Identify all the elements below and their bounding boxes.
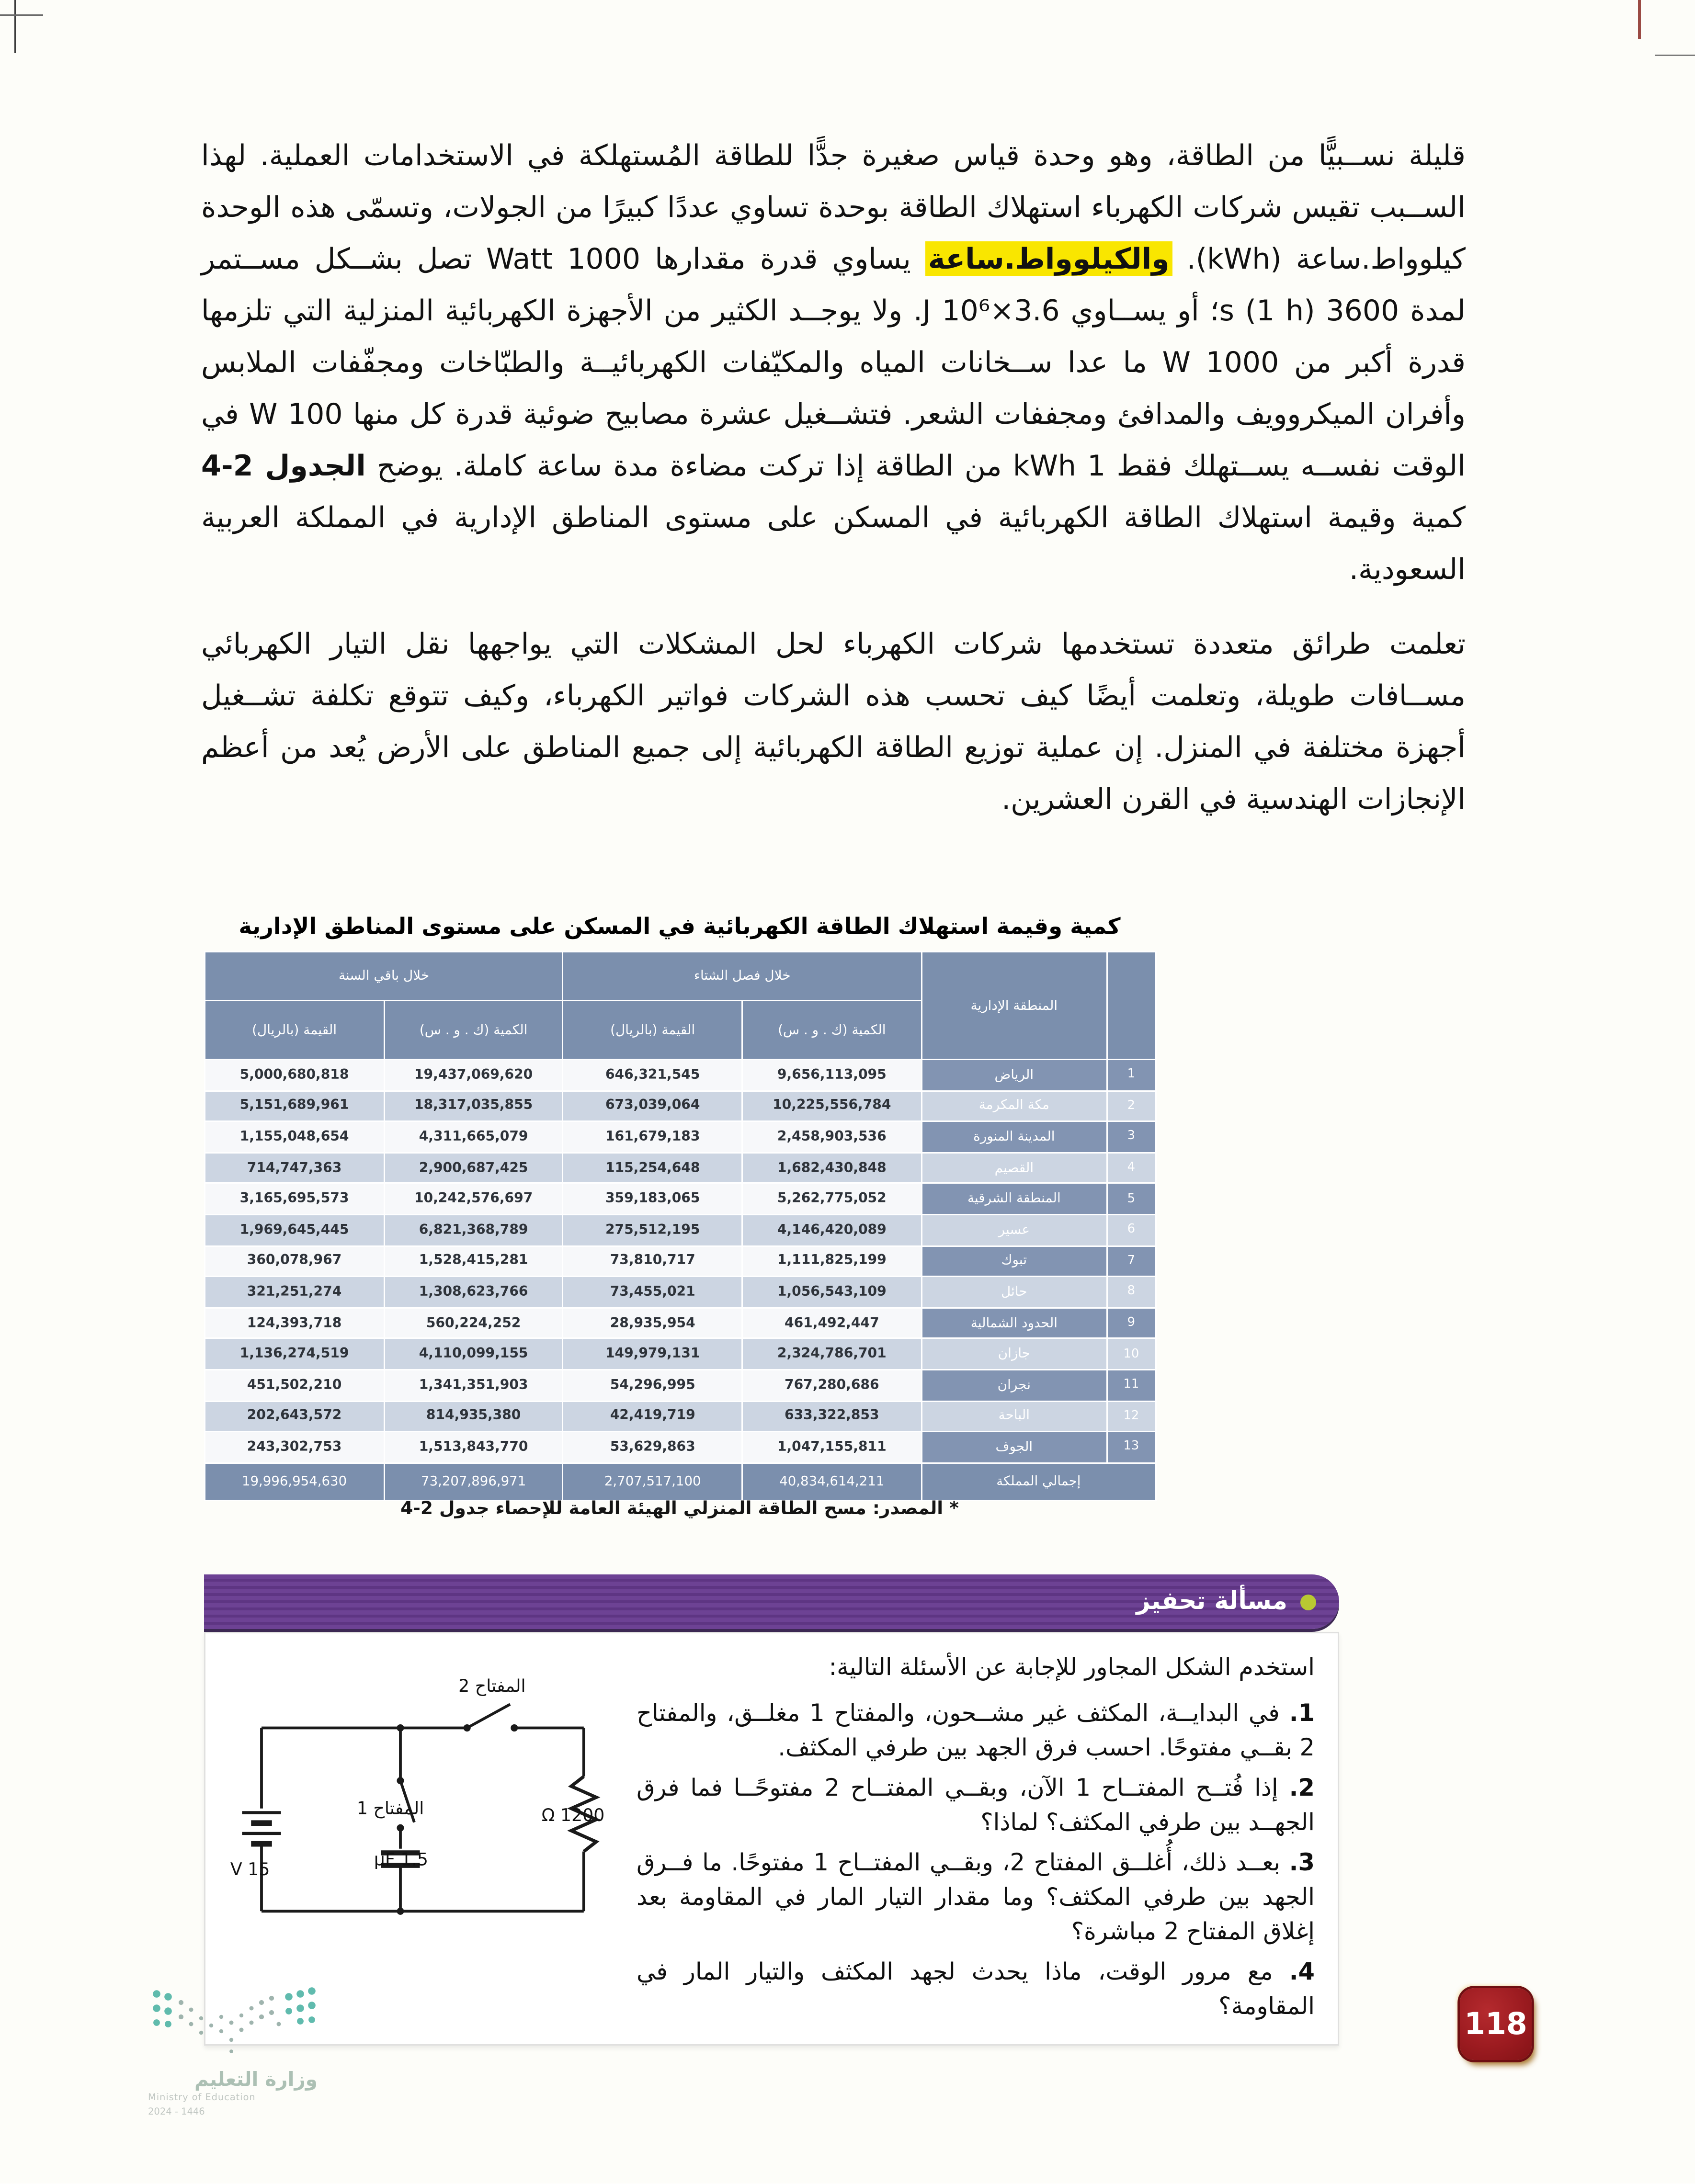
paragraph-summary: تعلمت طرائق متعددة تستخدمها شركات الكهرباء لحل المشكلات التي يواجهها نقل التيار الكهربائي مســافات طويلة، وتعلمت أيضًا كيف تحسب هذه الشركات فواتير الكهرباء، وكيف تتوقع تكلفة تشــغيل أجهزة مختلفة في المنزل. إن عملية توزيع الطاقة الكهربائية إلى جميع المناطق على الأرض يُعد من أعظم الإنجازات الهندسية في القرن العشرين. bbox=[201, 626, 1466, 816]
cell-rest-quantity: 1,528,415,281 bbox=[384, 1245, 563, 1277]
cell-rest-quantity: 2,900,687,425 bbox=[384, 1153, 563, 1184]
table-row bbox=[205, 1401, 1156, 1432]
problem-box bbox=[204, 1632, 1339, 2046]
edition-year: 2024 - 1446 bbox=[148, 2106, 205, 2117]
table-row bbox=[205, 1245, 1156, 1277]
cell-region: الباحة bbox=[921, 1401, 1107, 1432]
cell-region: حائل bbox=[921, 1277, 1107, 1308]
cell-rest-quantity: 4,110,099,155 bbox=[384, 1339, 563, 1370]
cell-rest-value: 1,155,048,654 bbox=[205, 1121, 384, 1153]
article-text bbox=[201, 129, 1466, 848]
cell-index: 3 bbox=[1107, 1121, 1156, 1153]
cell-season-quantity: 461,492,447 bbox=[742, 1308, 921, 1339]
table-footer bbox=[205, 1463, 1156, 1500]
cell-index: 10 bbox=[1107, 1339, 1156, 1370]
col-header-index bbox=[1107, 952, 1156, 1060]
capacitor-label: 1.5 μF bbox=[374, 1849, 428, 1870]
paragraph-energy-unit bbox=[201, 129, 1466, 595]
cell-rest-value: 360,078,967 bbox=[205, 1245, 384, 1277]
cell-rest-quantity: 10,242,576,697 bbox=[384, 1184, 563, 1215]
node-dot bbox=[397, 1724, 404, 1731]
total-rest-quantity: 73,207,896,971 bbox=[384, 1463, 563, 1500]
bullet-icon bbox=[1300, 1594, 1316, 1610]
switch1-contact-dot bbox=[397, 1824, 404, 1832]
col-header-region: المنطقة الإدارية bbox=[921, 952, 1107, 1060]
question-number: 3. bbox=[1289, 1849, 1315, 1876]
cell-season-value: 115,254,648 bbox=[563, 1153, 742, 1184]
cell-season-value: 359,183,065 bbox=[563, 1184, 742, 1215]
cell-season-quantity: 10,225,556,784 bbox=[742, 1090, 921, 1121]
cell-season-value: 28,935,954 bbox=[563, 1308, 742, 1339]
table-reference-bold: الجدول 2-4 bbox=[201, 448, 366, 483]
highlighted-term-kilowatt-hour: والكيلوواط.ساعة bbox=[925, 241, 1172, 276]
table-row bbox=[205, 1060, 1156, 1091]
cell-season-quantity: 1,682,430,848 bbox=[742, 1153, 921, 1184]
cell-season-quantity: 4,146,420,089 bbox=[742, 1214, 921, 1245]
cell-season-quantity: 1,047,155,811 bbox=[742, 1432, 921, 1463]
page-number-badge: 118 bbox=[1460, 1988, 1532, 2060]
question-number: 1. bbox=[1289, 1699, 1315, 1727]
cell-rest-value: 5,151,689,961 bbox=[205, 1090, 384, 1121]
ministry-name-arabic: وزارة التعليم bbox=[194, 2069, 318, 2092]
cell-season-value: 646,321,545 bbox=[563, 1060, 742, 1091]
banner-title: مسألة تحفيز bbox=[1136, 1587, 1287, 1616]
cell-rest-value: 451,502,210 bbox=[205, 1369, 384, 1401]
question-item: 3. بعــد ذلك، أُغلــق المفتاح 2، وبقــي المفتــاح 1 مفتوحًا. ما فــرق الجهد بين طرفي المكثف؟ وما مقدار التيار المار في المقاومة بعد إغلاق المفتاح 2 مباشرة؟ bbox=[637, 1849, 1315, 1945]
cell-season-value: 149,979,131 bbox=[563, 1339, 742, 1370]
cell-index: 8 bbox=[1107, 1277, 1156, 1308]
col-header-season-quantity: الكمية (ك . و . س) bbox=[742, 1001, 921, 1060]
table-row bbox=[205, 1369, 1156, 1401]
switch2-contact-dot bbox=[464, 1724, 471, 1731]
cell-index: 9 bbox=[1107, 1308, 1156, 1339]
col-header-rest-value: القيمة (بالريال) bbox=[205, 1001, 384, 1060]
cell-rest-quantity: 1,308,623,766 bbox=[384, 1277, 563, 1308]
table-title: كمية وقيمة استهلاك الطاقة الكهربائية في المسكن على مستوى المناطق الإدارية bbox=[239, 914, 1121, 939]
cell-season-quantity: 9,656,113,095 bbox=[742, 1060, 921, 1091]
cell-season-quantity: 767,280,686 bbox=[742, 1369, 921, 1401]
questions-list bbox=[637, 1651, 1315, 2030]
switch1-contact-dot bbox=[397, 1777, 404, 1784]
switch2-contact-dot bbox=[511, 1724, 518, 1731]
col-header-rest-quantity: الكمية (ك . و . س) bbox=[384, 1001, 563, 1060]
table-body bbox=[205, 1060, 1156, 1463]
cell-index: 6 bbox=[1107, 1214, 1156, 1245]
cell-season-quantity: 1,056,543,109 bbox=[742, 1277, 921, 1308]
cell-region: جازان bbox=[921, 1339, 1107, 1370]
cell-rest-value: 3,165,695,573 bbox=[205, 1184, 384, 1215]
cell-index: 7 bbox=[1107, 1245, 1156, 1277]
cell-rest-value: 5,000,680,818 bbox=[205, 1060, 384, 1091]
cell-index: 1 bbox=[1107, 1060, 1156, 1091]
question-item: 4. مع مرور الوقت، ماذا يحدث لجهد المكثف والتيار المار في المقاومة؟ bbox=[637, 1958, 1315, 2020]
circuit-figure bbox=[217, 1651, 637, 2030]
cell-region: نجران bbox=[921, 1369, 1107, 1401]
table-row bbox=[205, 1121, 1156, 1153]
crop-mark-top-right-red bbox=[1638, 0, 1640, 39]
table-row bbox=[205, 1432, 1156, 1463]
paragraph-segment: كمية وقيمة استهلاك الطاقة الكهربائية في المسكن على مستوى المناطق الإدارية في المملكة العربية السعودية. bbox=[201, 500, 1466, 586]
total-season-quantity: 40,834,614,211 bbox=[742, 1463, 921, 1500]
cell-region: المدينة المنورة bbox=[921, 1121, 1107, 1153]
question-item: 1. في البدايــة، المكثف غير مشــحون، والمفتاح 1 مغلــق، والمفتاح 2 بقــي مفتوحًا. احسب فرق الجهد بين طرفي المكثف. bbox=[637, 1699, 1315, 1761]
crop-mark-top-right-horizontal bbox=[1655, 55, 1695, 57]
cell-rest-quantity: 4,311,665,079 bbox=[384, 1121, 563, 1153]
question-item: 2. إذا فُتــح المفتــاح 1 الآن، وبقــي المفتــاح 2 مفتوحًــا فما فرق الجهــد بين طرفي المكثف؟ لماذا؟ bbox=[637, 1774, 1315, 1836]
table-row bbox=[205, 1214, 1156, 1245]
total-season-value: 2,707,517,100 bbox=[563, 1463, 742, 1500]
cell-rest-quantity: 1,341,351,903 bbox=[384, 1369, 563, 1401]
table-total-row bbox=[205, 1463, 1156, 1500]
ministry-name-english: Ministry of Education bbox=[148, 2092, 256, 2103]
resistor-label: 1200 Ω bbox=[541, 1804, 605, 1825]
cell-season-quantity: 5,262,775,052 bbox=[742, 1184, 921, 1215]
cell-season-quantity: 2,458,903,536 bbox=[742, 1121, 921, 1153]
crop-mark-top-left-horizontal bbox=[0, 14, 43, 16]
cell-season-value: 42,419,719 bbox=[563, 1401, 742, 1432]
cell-season-quantity: 2,324,786,701 bbox=[742, 1339, 921, 1370]
cell-season-value: 54,296,995 bbox=[563, 1369, 742, 1401]
cell-season-value: 53,629,863 bbox=[563, 1432, 742, 1463]
cell-rest-value: 124,393,718 bbox=[205, 1308, 384, 1339]
cell-rest-quantity: 560,224,252 bbox=[384, 1308, 563, 1339]
node-dot bbox=[397, 1908, 404, 1915]
table-row bbox=[205, 1308, 1156, 1339]
cell-rest-quantity: 1,513,843,770 bbox=[384, 1432, 563, 1463]
cell-season-quantity: 633,322,853 bbox=[742, 1401, 921, 1432]
table-row bbox=[205, 1153, 1156, 1184]
ministry-logo-dots-icon bbox=[148, 1985, 320, 2060]
cell-rest-value: 202,643,572 bbox=[205, 1401, 384, 1432]
cell-region: تبوك bbox=[921, 1245, 1107, 1277]
ministry-of-education-logo bbox=[148, 1985, 364, 2117]
cell-season-quantity: 1,111,825,199 bbox=[742, 1245, 921, 1277]
cell-region: الحدود الشمالية bbox=[921, 1308, 1107, 1339]
cell-rest-quantity: 18,317,035,855 bbox=[384, 1090, 563, 1121]
cell-rest-value: 321,251,274 bbox=[205, 1277, 384, 1308]
crop-mark-top-left-vertical bbox=[14, 0, 16, 53]
table-source-note: * المصدر: مسح الطاقة المنزلي الهيئة العامة للإحصاء جدول 2-4 bbox=[400, 1497, 959, 1518]
switch2-label: المفتاح 2 bbox=[458, 1675, 526, 1697]
col-header-season-value: القيمة (بالريال) bbox=[563, 1001, 742, 1060]
question-number: 2. bbox=[1289, 1774, 1315, 1801]
cell-region: القصيم bbox=[921, 1153, 1107, 1184]
table-row bbox=[205, 1277, 1156, 1308]
battery-label: 15 V bbox=[230, 1858, 270, 1879]
question-number: 4. bbox=[1289, 1958, 1315, 1985]
paragraph-segment: يساوي قدرة مقدارها 1000 Watt تصل بشــكل مســتمر لمدة 3600 s (1 h)؛ أو يســاوي 3.6×10⁶ J. ولا يوجــد الكثير من الأجهزة الكهربائية المنزلية التي تلزمها قدرة أكبر من 1000 W ما عدا ســخانات المياه والمكيّفات الكهربائيــة والطبّاخات ومجفّفات الملابس وأفران الميكروويف والمدافئ ومجففات الشعر. فتشــغيل عشرة مصابيح ضوئية قدرة كل منها 100 W في الوقت نفســه يســتهلك فقط 1 kWh من الطاقة إذا تركت مضاءة مدة ساعة كاملة. يوضح bbox=[201, 241, 1466, 483]
cell-index: 4 bbox=[1107, 1153, 1156, 1184]
cell-rest-value: 243,302,753 bbox=[205, 1432, 384, 1463]
cell-rest-value: 1,136,274,519 bbox=[205, 1339, 384, 1370]
cell-rest-quantity: 19,437,069,620 bbox=[384, 1060, 563, 1091]
cell-rest-quantity: 814,935,380 bbox=[384, 1401, 563, 1432]
cell-index: 12 bbox=[1107, 1401, 1156, 1432]
col-group-rest-of-year: خلال باقي السنة bbox=[205, 952, 563, 1001]
cell-rest-value: 1,969,645,445 bbox=[205, 1214, 384, 1245]
paragraph-segment: قليلة نســبيًّا من الطاقة، وهو وحدة قياس صغيرة جدًّا للطاقة المُستهلكة في الاستخدامات العملية. لهذا الســبب تقيس شركات الكهرباء استهلاك الطاقة بوحدة تساوي عددًا كبيرًا من الجولات، وتسمّى هذه الوحدة كيلوواط.ساعة (kWh). bbox=[201, 138, 1466, 276]
cell-season-value: 73,810,717 bbox=[563, 1245, 742, 1277]
circuit-diagram bbox=[220, 1668, 637, 1941]
cell-index: 5 bbox=[1107, 1184, 1156, 1215]
cell-region: المنطقة الشرقية bbox=[921, 1184, 1107, 1215]
cell-rest-quantity: 6,821,368,789 bbox=[384, 1214, 563, 1245]
questions-intro: استخدم الشكل المجاور للإجابة عن الأسئلة التالية: bbox=[829, 1653, 1315, 1681]
cell-index: 13 bbox=[1107, 1432, 1156, 1463]
cell-season-value: 673,039,064 bbox=[563, 1090, 742, 1121]
col-group-season: خلال فصل الشتاء bbox=[563, 952, 921, 1001]
cell-region: الجوف bbox=[921, 1432, 1107, 1463]
banner-stimulus-problem bbox=[204, 1574, 1339, 1629]
energy-consumption-table bbox=[204, 951, 1156, 1501]
cell-season-value: 161,679,183 bbox=[563, 1121, 742, 1153]
cell-region: الرياض bbox=[921, 1060, 1107, 1091]
cell-index: 2 bbox=[1107, 1090, 1156, 1121]
table-header bbox=[205, 952, 1156, 1060]
cell-region: عسير bbox=[921, 1214, 1107, 1245]
table-row bbox=[205, 1090, 1156, 1121]
cell-season-value: 275,512,195 bbox=[563, 1214, 742, 1245]
cell-season-value: 73,455,021 bbox=[563, 1277, 742, 1308]
cell-index: 11 bbox=[1107, 1369, 1156, 1401]
total-rest-value: 19,996,954,630 bbox=[205, 1463, 384, 1500]
cell-region: مكة المكرمة bbox=[921, 1090, 1107, 1121]
table-row bbox=[205, 1184, 1156, 1215]
table-row bbox=[205, 1339, 1156, 1370]
cell-rest-value: 714,747,363 bbox=[205, 1153, 384, 1184]
switch1-label: المفتاح 1 bbox=[356, 1798, 424, 1819]
total-label: إجمالي المملكة bbox=[921, 1463, 1156, 1500]
